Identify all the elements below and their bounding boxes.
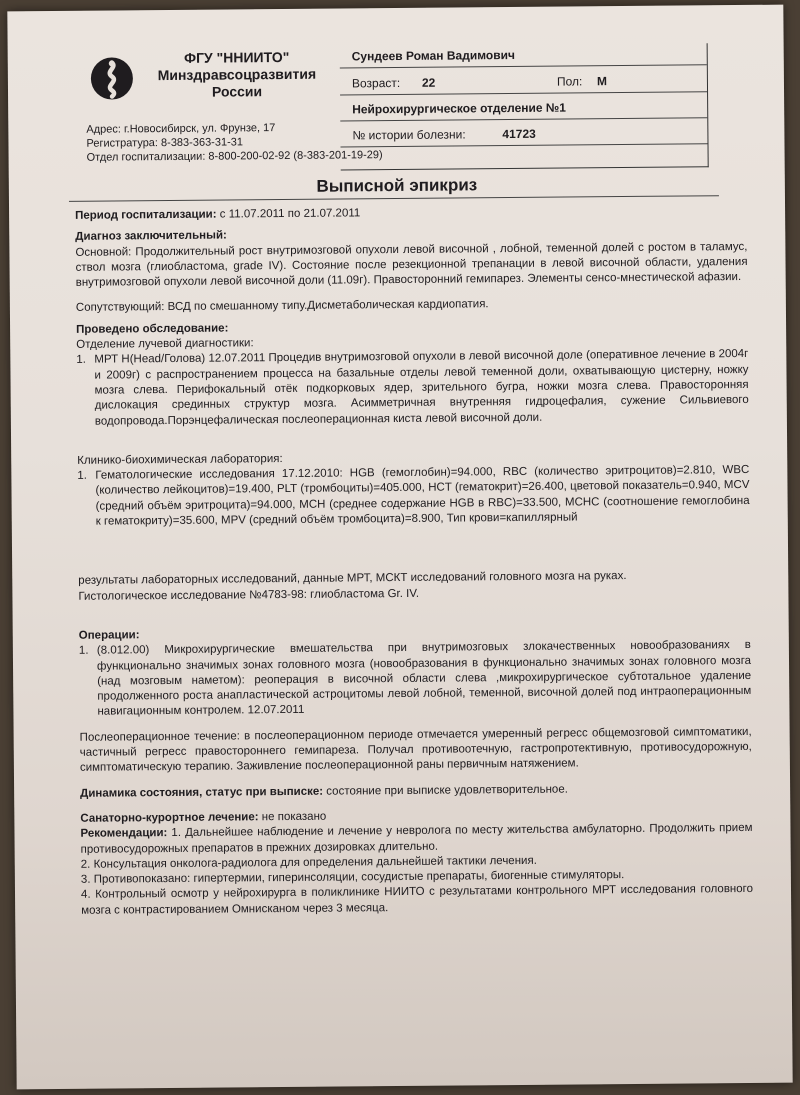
- document-body: [75, 197, 753, 919]
- hospitalization-period: [75, 203, 747, 224]
- sex-label: Пол:: [556, 74, 583, 89]
- lab-item-text: Гематологические исследования 17.12.2010: HGB (гемоглобин)=94.000, RBC (количество эритроцитов)=2.810, WBC (количество лейкоцитов)=19.400, PLT (тромбоциты)=405.000, HCT (гематокрит)=26.400, цветовой показатель=0.940, MCV (средний объём эритроцита)=94.000, MCH (среднее содержание HGB в RBC)=33.500, MCHC (соотношение гемоглобина к гематокриту)=35.600, MPV (средний объём тромбоцита)=8.900, Тип крови=капиллярный: [95, 464, 750, 528]
- age-label: Возраст:: [351, 75, 401, 91]
- postoperative-course: Послеоперационное течение: в послеоперационном периоде отмечается умеренный регресс общемозговой симптоматики, частичный регресс правостороннего гемипареза. Получал противоотечную, гастропротективную, противосудорожную, симптоматическую терапию. Заживление послеоперационной раны первичным натяжением.: [79, 725, 752, 775]
- period-value: с 11.07.2011 по 21.07.2011: [219, 207, 361, 221]
- patient-name: Сундеев Роман Вадимович: [351, 47, 515, 64]
- history-value: 41723: [502, 126, 536, 142]
- status-label: Динамика состояния, статус при выписке:: [80, 785, 324, 800]
- diagnosis-heading: Диагноз заключительный:: [75, 229, 227, 244]
- department: Нейрохирургическое отделение №1: [352, 100, 566, 117]
- recommendation-2: 2. Консультация онколога-радиолога для определения дальнейшей тактики лечения.: [80, 854, 537, 871]
- lab-item: [77, 463, 750, 530]
- history-label: № истории болезни:: [352, 127, 466, 143]
- patient-age-sex-row: [340, 70, 707, 95]
- patient-info-box: [340, 43, 709, 170]
- sanatorium-label: Санаторно-курортное лечение:: [80, 811, 259, 825]
- histology-result: Гистологическое исследование №4783-98: глиобластома Gr. IV.: [78, 587, 420, 603]
- sanatorium-value: не показано: [261, 810, 327, 824]
- operations-heading: Операции:: [78, 629, 140, 642]
- lab-item-number: 1.: [77, 469, 88, 482]
- status-value: состояние при выписке удовлетворительное.: [326, 783, 568, 798]
- age-value: 22: [421, 75, 436, 90]
- results-note: результаты лабораторных исследований, данные МРТ, МСКТ исследований головного мозга на руках.: [78, 570, 627, 588]
- recommendation-3: 3. Противопоказано: гипертермии, гиперинсоляции, сосудистые препараты, биогенные стимуляторы.: [80, 869, 625, 886]
- document-title: Выписной эпикриз: [316, 175, 478, 196]
- contact-info: [86, 120, 382, 165]
- discharge-summary-page: [7, 5, 792, 1090]
- radiology-item: [76, 347, 749, 429]
- operation-item-number: 1.: [78, 644, 89, 658]
- organization-name-line-2: Минздравсоцразвития: [157, 65, 317, 84]
- department-row: [340, 96, 707, 121]
- organization-name-line-3: России: [211, 83, 263, 100]
- radiology-department: Отделение лучевой диагностики:: [76, 337, 254, 351]
- registry-phone: Регистратура: 8-383-363-31-31: [86, 136, 244, 150]
- diagnosis-main: Основной: Продолжительный рост внутримозговой опухоли левой височной , лобной, теменной долей с ростом в таламус, ствол мозга (глиобластома, grade IV). Состояние после резекционной трепанации в левой височной области, удаления внутримозговой опухоли левой височной доли (11.09г). Правосторонний гемипарез. Элементы сенсо-мнестической афазии.: [75, 240, 748, 290]
- period-label: Период госпитализации:: [75, 208, 217, 222]
- sex-value: М: [596, 74, 608, 89]
- address: Адрес: г.Новосибирск, ул. Фрунзе, 17: [86, 122, 276, 136]
- history-row: [340, 122, 707, 147]
- radiology-item-text: МРТ Н(Head/Голова) 12.07.2011 Процедив внутримозговой опухоли в левой височной доле (оперативное лечение в 2004г и 2009г) с распространением процесса на базальные отделы левой теменной доли, охватывающую цистерну, ножку мозга слева. Перифокальный отёк подкорковых ядер, зрительного бугра, ножки мозга слева. Правосторонняя дислокация срединных структур мозга. Асимметричная внутренняя гидроцефалия, сужение Сильвиевого водопровода.Порэнцефалическая послеоперационная киста левой височной доли.: [94, 348, 749, 428]
- organization-name: [142, 49, 332, 102]
- document-header: [7, 5, 784, 187]
- recommendation-4: 4. Контрольный осмотр у нейрохирурга в поликлинике НИИТО с результатами контрольного МРТ исследования головного мозга с контрастированием Омнисканом через 3 месяца.: [80, 883, 754, 917]
- radiology-item-number: 1.: [76, 354, 87, 367]
- recommendation-1-text: 1. Дальнейшее наблюдение и лечение у невролога по месту жительства амбулаторно. Продолжить прием противосудорожных препаратов в прежних дозировках длительно.: [80, 822, 753, 856]
- discharge-status: [80, 781, 752, 802]
- operation-item: [79, 638, 752, 720]
- examination-heading: Проведено обследование:: [76, 322, 229, 336]
- diagnosis-concomitant: Сопутствующий: ВСД по смешанному типу.Дисметаболическая кардиопатия.: [75, 298, 489, 315]
- organization-name-line-1: ФГУ "ННИИТО": [184, 48, 290, 66]
- spine-logo-icon: [91, 57, 133, 99]
- recommendations-label: Рекомендации:: [80, 827, 168, 841]
- operation-item-text: (8.012.00) Микрохирургические вмешательства при внутримозговых злокачественных новообразованиях в функционально значимых зонах головного мозга (новообразования в функционально значимых зонах головного мозга (над мозговым наметом): реоперация в височной области слева ,микрохирургическое субтотальное удаление продолженного роста анапластической астроцитомы левой лобной, теменной, височной долей под интраоперационным навигационным контролем. 12.07.2011: [96, 639, 752, 719]
- hospitalization-phone: Отдел госпитализации: 8-800-200-02-92 (8-383-201-19-29): [86, 149, 383, 164]
- lab-department: Клинико-биохимическая лаборатория:: [77, 452, 283, 467]
- patient-name-row: [340, 43, 707, 68]
